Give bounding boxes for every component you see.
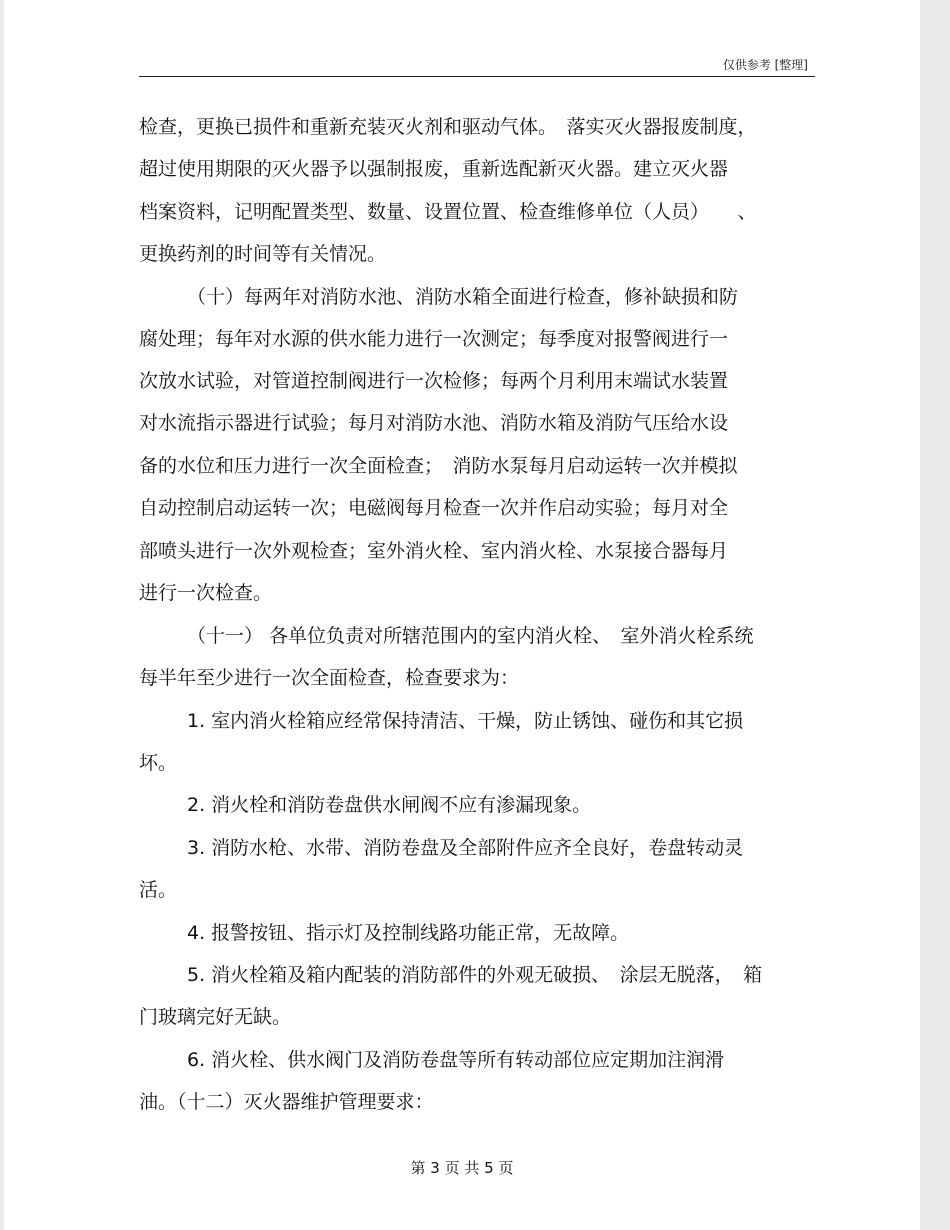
body-line: 每半年至少进行一次全面检查，检查要求为： bbox=[139, 667, 520, 689]
body-line: 进行一次检查。 bbox=[139, 582, 273, 604]
header-divider bbox=[139, 76, 815, 77]
body-line: 坏。 bbox=[139, 752, 178, 774]
body-line: 次放水试验，对管道控制阀进行一次检修；每两个月利用末端试水装置 bbox=[139, 370, 729, 392]
header-label: 仅供参考 [整理] bbox=[722, 58, 808, 72]
body-line: 6. 消火栓、供水阀门及消防卷盘等所有转动部位应定期加注润滑 bbox=[187, 1049, 725, 1071]
body-line: 部喷头进行一次外观检查；室外消火栓、室内消火栓、水泵接合器每月 bbox=[139, 540, 729, 562]
body-line: 1. 室内消火栓箱应经常保持清洁、干燥，防止锈蚀、碰伤和其它损 bbox=[187, 710, 744, 732]
body-line: 更换药剂的时间等有关情况。 bbox=[139, 243, 387, 265]
document-page bbox=[4, 0, 920, 1230]
body-line: 2. 消火栓和消防卷盘供水闸阀不应有渗漏现象。 bbox=[187, 794, 592, 816]
body-line: 4. 报警按钮、指示灯及控制线路功能正常，无故障。 bbox=[187, 922, 630, 944]
body-line: 备的水位和压力进行一次全面检查； 消防水泵每月启动运转一次并模拟 bbox=[139, 455, 738, 477]
body-line: 油。（十二）灭火器维护管理要求： bbox=[139, 1091, 434, 1113]
body-line: （十）每两年对消防水池、消防水箱全面进行检查，修补缺损和防 bbox=[187, 286, 739, 308]
body-line: 活。 bbox=[139, 879, 178, 901]
body-line: 3. 消防水枪、水带、消防卷盘及全部附件应齐全良好，卷盘转动灵 bbox=[187, 837, 744, 859]
body-line: 腐处理；每年对水源的供水能力进行一次测定；每季度对报警阀进行一 bbox=[139, 328, 729, 350]
body-line: 超过使用期限的灭火器予以强制报废，重新选配新灭火器。建立灭火器 bbox=[139, 158, 729, 180]
body-line: 5. 消火栓箱及箱内配装的消防部件的外观无破损、 涂层无脱落， 箱 bbox=[187, 964, 763, 986]
body-line: 自动控制启动运转一次；电磁阀每月检查一次并作启动实验；每月对全 bbox=[139, 497, 729, 519]
body-line: 门玻璃完好无缺。 bbox=[139, 1006, 292, 1028]
body-line: 检查，更换已损件和重新充装灭火剂和驱动气体。 落实灭火器报废制度， bbox=[139, 116, 757, 138]
body-line: 对水流指示器进行试验；每月对消防水池、消防水箱及消防气压给水设 bbox=[139, 412, 729, 434]
page-number: 第 3 页 共 5 页 bbox=[410, 1159, 514, 1177]
body-line: （十一） 各单位负责对所辖范围内的室内消火栓、 室外消火栓系统 bbox=[187, 625, 754, 647]
body-line: 档案资料，记明配置类型、数量、设置位置、检查维修单位（人员） 、 bbox=[139, 201, 757, 223]
